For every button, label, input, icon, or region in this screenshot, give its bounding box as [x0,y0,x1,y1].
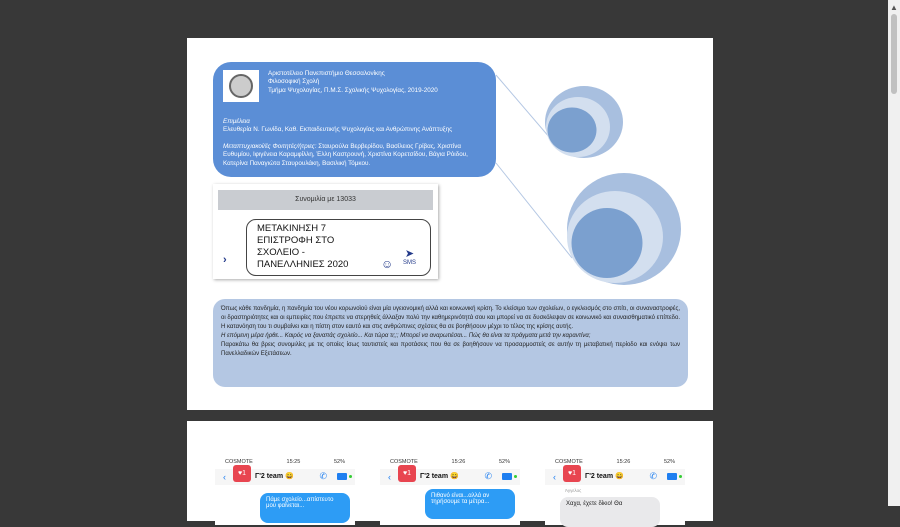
battery: 52% [498,459,510,465]
carrier: COSMOTE [390,459,418,465]
chat-name: Γ'2 team 😄 [585,473,624,480]
intro-text-box [213,299,688,387]
header-box [213,62,496,177]
school-name: Φιλοσοφική Σχολή [268,78,320,86]
chevron-right-icon: › [223,254,227,266]
message-line: ΠΑΝΕΛΛΗΝΙΕΣ 2020 [257,259,349,270]
editing-label: Επιμέλεια [223,118,250,125]
time: 15:26 [451,459,466,465]
sender-name: Άγγελος [565,488,582,493]
heart-badge: ♥1 [233,465,251,482]
back-icon: ‹ [553,472,556,482]
message-line: ΣΧΟΛΕΙΟ - [257,247,305,258]
heart-badge: ♥1 [563,465,581,482]
message-input [246,219,431,276]
vertical-scrollbar[interactable] [888,0,900,506]
conversation-header: Συνομιλία με 13033 [218,190,433,210]
send-icon: ➤ SMS [403,248,417,266]
heart-badge: ♥1 [398,465,416,482]
send-label: SMS [403,260,417,266]
university-name: Αριστοτέλειο Πανεπιστήμιο Θεσσαλονίκης [268,70,385,77]
message-bubble: Χαχα, έχετε δίκιο! Θα [560,497,660,527]
battery: 52% [663,459,675,465]
video-icon [502,473,512,480]
video-icon [337,473,347,480]
students-list: Σταυρούλα Βερβερίδου, Βασίλειος Γρίβας, Χριστίνα Ευθυμίου, Ιφιγένεια Καραμφίλλη, Έλλη Καστρουνή, Χριστίνα Κορετσίδου, Βάγια Ρόιδου, Κατερίνα Παναγιώτα Σταυρουλάκη, Βασιλική Τόμκου. [223,142,468,167]
carrier: COSMOTE [225,459,253,465]
phone-screenshot [380,455,520,525]
chat-name: Γ'2 team 😄 [420,473,459,480]
university-logo [223,70,259,102]
phone-icon: ✆ [649,471,657,481]
back-icon: ‹ [223,472,226,482]
message-line: ΕΠΙΣΤΡΟΦΗ ΣΤΟ [257,235,335,246]
phone-icon: ✆ [319,471,327,481]
connector-line [496,163,572,258]
department-name: Τμήμα Ψυχολογίας, Π.Μ.Σ. Σχολικής Ψυχολογίας, 2019-2020 [268,86,438,94]
intro-closing: Παρακάτω θα βρεις συνομιλίες με τις οποίες ίσως ταυτιστείς και προτάσεις που θα σε βοηθήσουν να προσαρμοστείς σε αυτήν τη μεταβατική περίοδο και ενόψει των Πανελλαδικών Εξετάσεων. [221,341,680,357]
circle-inner [572,208,643,278]
students [223,143,488,168]
scroll-up-icon[interactable]: ▲ [890,3,898,12]
phone-screenshot [215,455,355,525]
message-line: ΜΕΤΑΚΙΝΗΣΗ 7 [257,223,327,234]
students-label: Μεταπτυχιακοί/ές Φοιτητές/ήτριες: [223,142,317,150]
time: 15:26 [616,459,631,465]
scrollbar-thumb[interactable] [891,14,897,94]
editor: Ελευθερία Ν. Γωνίδα, Καθ. Εκπαιδευτικής Ψυχολογίας και Ανθρώπινης Ανάπτυξης [223,126,453,134]
circle-inner [548,108,597,153]
phone-screenshot [545,455,685,525]
document-page-2 [187,421,713,521]
battery: 52% [333,459,345,465]
document-page-1 [187,38,713,410]
chat-name: Γ'2 team 😄 [255,473,294,480]
phone-icon: ✆ [484,471,492,481]
message-bubble: Πιθανό είναι...αλλά αν τηρήσουμε τα μέτρα... [425,489,515,519]
sms-screenshot [213,184,438,279]
back-icon: ‹ [388,472,391,482]
emoji-icon: ☺ [381,257,394,271]
message-bubble: Πάμε σχολείο...απίστευτο μου φαίνεται... [260,493,350,523]
video-icon [667,473,677,480]
connector-line [496,75,550,138]
carrier: COSMOTE [555,459,583,465]
intro-paragraph: Όπως κάθε πανδημία, η πανδημία του νέου κορωνοϊού είναι μία υγειονομική αλλά και κοινωνική κρίση. Το κλείσιμο των σχολείων, ο εγκλεισμός στο σπίτι, οι συναναστροφές, οι δραστηριότητες και οι εμπειρίες που έπρεπε να στερηθείς άλλαξαν πολύ την καθημερινότητά σου και μπορεί να σε δυσκόλεψαν σε κοινωνικό και συναισθηματικό επίπεδο. Η κατανόηση του τι συμβαίνει και η πίστη στον εαυτό και στις ανθρώπινες σχέσεις θα σε βοηθήσουν μέχρι το τέλος της κρίσης αυτής. [221,306,680,330]
time: 15:25 [286,459,301,465]
intro-italic: Η επόμενη μέρα ήρθε... Καιρός να ξαναπάς σχολείο... Και τώρα τι;;; Μπορεί να αναρωτιέσαι... Πώς θα είναι τα πράγματα μετά την καραντίνα; [221,332,591,339]
